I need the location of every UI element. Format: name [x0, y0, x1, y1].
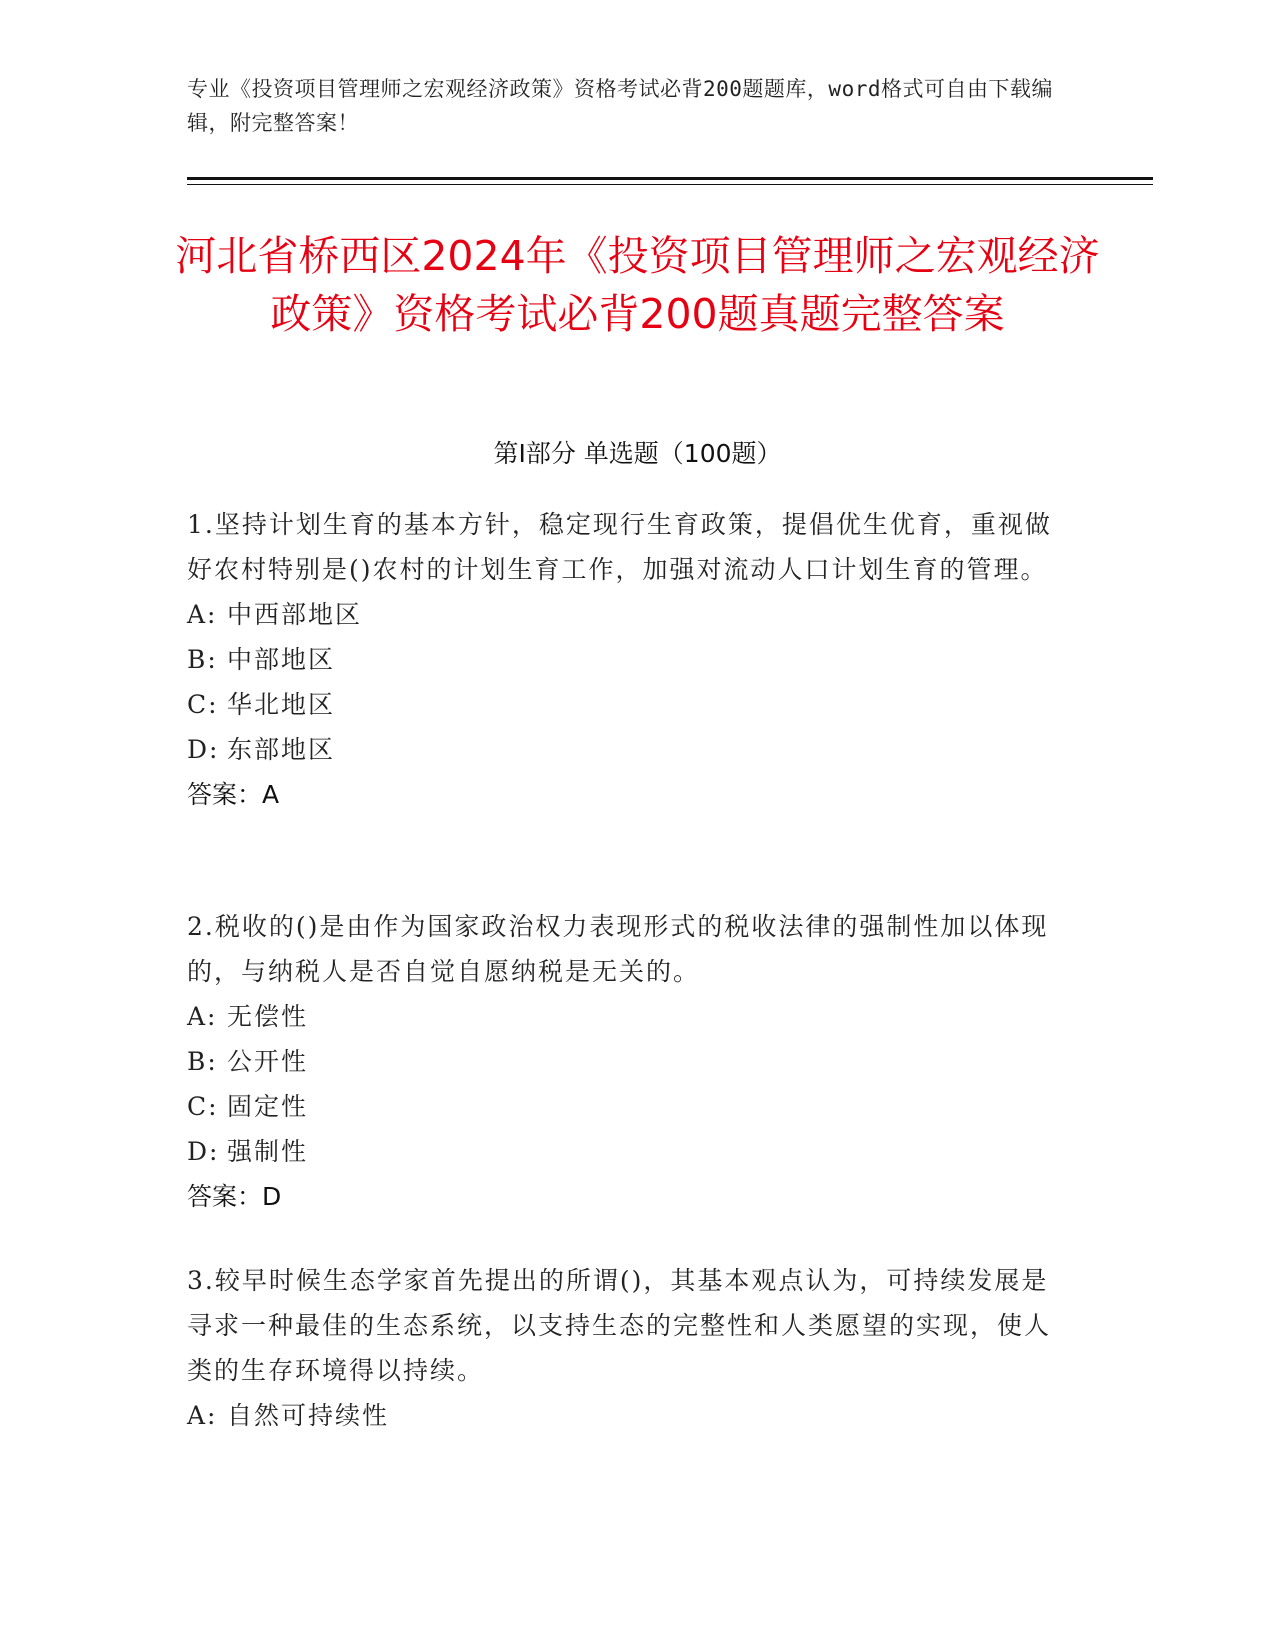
option-letter: C:	[187, 690, 219, 719]
option-letter: C:	[187, 1092, 219, 1121]
option-d	[187, 1129, 1067, 1174]
option-c	[187, 682, 1067, 727]
header-rule-thin	[187, 184, 1153, 185]
option-letter: B:	[187, 1047, 218, 1076]
option-letter: A:	[187, 600, 218, 629]
question-stem: 2.税收的()是由作为国家政治权力表现形式的税收法律的强制性加以体现的，与纳税人是否自觉自愿纳税是无关的。	[187, 912, 1049, 986]
option-text: 中西部地区	[227, 600, 363, 629]
document-title: 河北省桥西区2024年《投资项目管理师之宏观经济政策》资格考试必背200题真题完整答案	[175, 232, 1100, 338]
option-letter: A:	[187, 1401, 218, 1430]
option-letter: B:	[187, 645, 218, 674]
option-d	[187, 727, 1067, 772]
option-text: 华北地区	[227, 690, 336, 719]
answer: 答案：D	[187, 1182, 282, 1211]
option-text: 东部地区	[227, 735, 336, 764]
question-1	[187, 502, 1067, 817]
option-text: 固定性	[227, 1092, 309, 1121]
question-2	[187, 904, 1067, 1219]
question-stem: 3.较早时候生态学家首先提出的所谓()，其基本观点认为，可持续发展是寻求一种最佳的生态系统，以支持生态的完整性和人类愿望的实现，使人类的生存环境得以持续。	[187, 1266, 1052, 1385]
option-a	[187, 592, 1067, 637]
option-b	[187, 1039, 1067, 1084]
option-text: 中部地区	[227, 645, 336, 674]
header-note: 专业《投资项目管理师之宏观经济政策》资格考试必背200题题库，word格式可自由下载编辑，附完整答案！	[187, 77, 1053, 135]
question-stem: 1.坚持计划生育的基本方针，稳定现行生育政策，提倡优生优育，重视做好农村特别是()农村的计划生育工作，加强对流动人口计划生育的管理。	[187, 510, 1052, 584]
option-text: 强制性	[227, 1137, 309, 1166]
option-text: 公开性	[227, 1047, 309, 1076]
option-letter: D:	[187, 1137, 220, 1166]
option-a	[187, 1393, 1067, 1438]
section-heading: 第I部分 单选题（100题）	[493, 439, 782, 468]
answer: 答案：A	[187, 780, 280, 809]
option-a	[187, 994, 1067, 1039]
option-text: 自然可持续性	[227, 1401, 390, 1430]
question-3	[187, 1258, 1067, 1438]
option-text: 无偿性	[227, 1002, 309, 1031]
option-c	[187, 1084, 1067, 1129]
option-letter: A:	[187, 1002, 218, 1031]
header-rule-thick	[187, 177, 1153, 180]
option-letter: D:	[187, 735, 220, 764]
option-b	[187, 637, 1067, 682]
